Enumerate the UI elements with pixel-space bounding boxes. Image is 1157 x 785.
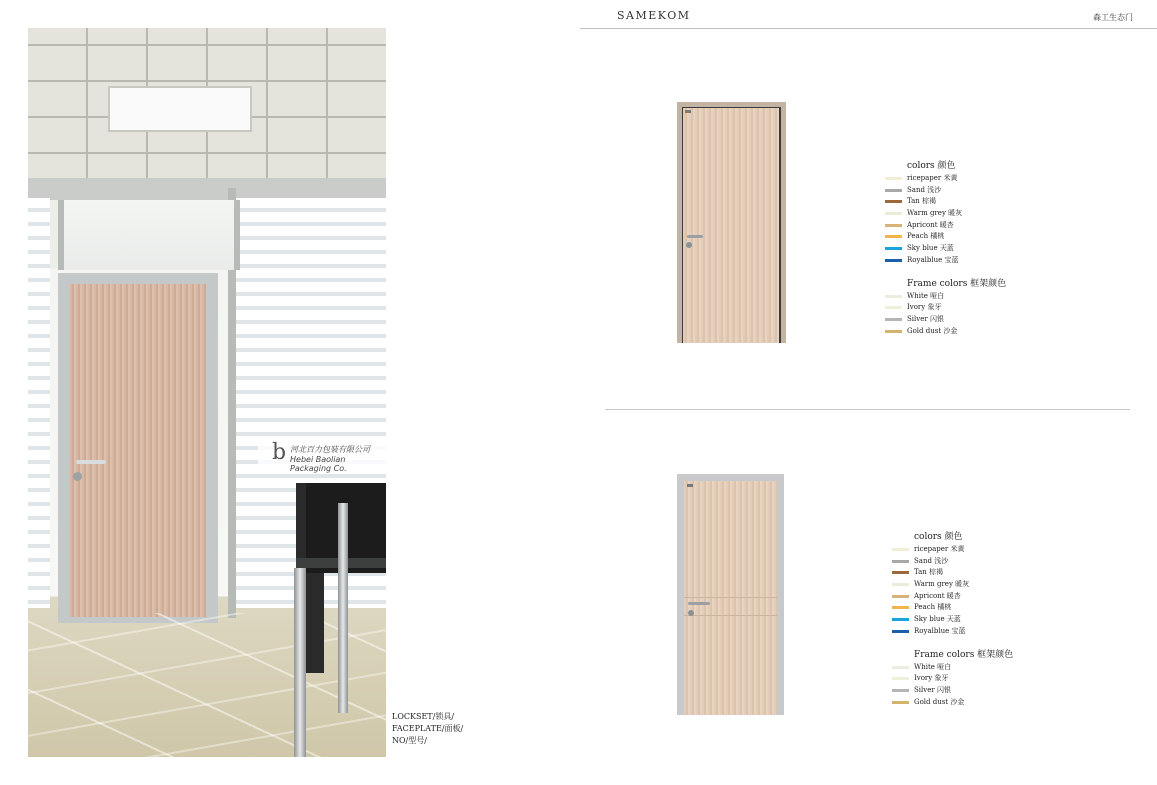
color-label: Gold dust 沙金	[914, 697, 965, 706]
color-legend-1	[907, 159, 1006, 337]
color-label: ricepaper 米黄	[907, 174, 958, 182]
color-swatch	[885, 235, 902, 238]
color-swatch	[892, 548, 909, 551]
color-label: Sand 浅沙	[914, 556, 949, 565]
color-swatch	[892, 618, 909, 621]
color-label: Apricont 暖杏	[907, 220, 954, 229]
color-swatch	[885, 318, 902, 321]
door-panel	[684, 481, 777, 715]
frame-colors-title: Frame colors 框架颜色	[907, 278, 1007, 289]
room-photo	[28, 28, 386, 757]
color-label: Peach 橘桃	[907, 232, 945, 241]
color-label: White 哑白	[907, 291, 945, 300]
color-item	[914, 673, 1013, 685]
color-label: Ivory 象牙	[914, 674, 949, 683]
door-panel	[683, 108, 779, 343]
door-hinge-mark	[687, 484, 693, 487]
product-door-1	[677, 102, 786, 343]
color-item	[914, 556, 1013, 568]
color-item	[914, 662, 1013, 674]
color-swatch	[892, 571, 909, 574]
spec-lockset: LOCKSET/锁具/	[392, 712, 455, 721]
door-handle	[687, 235, 703, 238]
color-swatch	[892, 560, 909, 563]
color-item	[914, 685, 1013, 697]
table-leg	[338, 503, 348, 713]
product-door-2	[677, 474, 784, 715]
color-item	[914, 602, 1013, 614]
color-swatch	[892, 595, 909, 598]
door-groove	[684, 597, 777, 598]
color-item	[914, 697, 1013, 709]
door-groove	[684, 615, 777, 616]
wall-frame	[28, 178, 386, 200]
door-handle	[688, 602, 710, 605]
table-leg	[294, 568, 306, 757]
spec-faceplate: FACEPLATE/面板/	[392, 724, 464, 733]
floor-tiles	[28, 613, 386, 757]
color-item	[914, 567, 1013, 579]
color-label: Warm grey 暖灰	[914, 580, 970, 589]
color-item	[907, 314, 1006, 326]
color-swatch	[885, 177, 902, 180]
color-swatch	[892, 666, 909, 669]
ceiling-light	[108, 86, 252, 132]
company-logo: b	[272, 440, 287, 465]
brand-name: SAMEKOM	[617, 9, 691, 22]
frame-colors-title: Frame colors 框架颜色	[914, 649, 1014, 660]
color-list	[914, 544, 1013, 638]
colors-title: colors 颜色	[914, 532, 963, 542]
color-item	[907, 173, 1006, 185]
glass-partition-left	[28, 198, 50, 608]
door-lock	[686, 242, 692, 248]
color-item	[907, 185, 1006, 197]
color-label: Silver 闪银	[914, 685, 951, 694]
color-swatch	[885, 200, 902, 203]
header-divider	[580, 28, 1157, 29]
color-label: Tan 棕褐	[907, 197, 937, 206]
color-label: White 哑白	[914, 662, 952, 671]
color-label: ricepaper 米黄	[914, 545, 965, 553]
color-swatch	[885, 259, 902, 262]
color-label: Warm grey 暖灰	[907, 209, 963, 218]
color-item	[907, 255, 1006, 267]
color-swatch	[885, 212, 902, 215]
color-item	[907, 243, 1006, 255]
color-legend-2	[914, 530, 1013, 708]
color-label: Royalblue 宝蓝	[907, 255, 959, 264]
color-item	[907, 302, 1006, 314]
color-item	[907, 196, 1006, 208]
color-swatch	[885, 330, 902, 333]
color-item	[914, 591, 1013, 603]
color-item	[907, 231, 1006, 243]
color-label: Ivory 象牙	[907, 303, 942, 312]
company-name-cn: 河北百力包装有限公司	[290, 445, 370, 454]
brand-name-cn: 森工生态门	[1093, 13, 1133, 22]
color-item	[907, 208, 1006, 220]
color-item	[907, 326, 1006, 338]
door-hinge-mark	[685, 110, 691, 113]
colors-title: colors 颜色	[907, 161, 956, 171]
company-name	[290, 444, 386, 473]
section-divider	[605, 409, 1130, 410]
door-handle	[76, 460, 106, 464]
color-item	[907, 220, 1006, 232]
color-item	[907, 291, 1006, 303]
color-swatch	[892, 630, 909, 633]
color-label: Sand 浅沙	[907, 185, 942, 194]
color-item	[914, 579, 1013, 591]
color-swatch	[885, 295, 902, 298]
color-swatch	[892, 583, 909, 586]
color-swatch	[892, 677, 909, 680]
color-swatch	[892, 689, 909, 692]
color-swatch	[885, 189, 902, 192]
company-name-en: Hebei Baolian Packaging Co.	[290, 455, 347, 473]
door-lock	[688, 610, 694, 616]
color-swatch	[892, 606, 909, 609]
color-item	[914, 544, 1013, 556]
color-swatch	[885, 224, 902, 227]
door-leaf	[70, 284, 206, 617]
spec-model-no: NO/型号/	[392, 736, 427, 745]
color-label: Silver 闪银	[907, 314, 944, 323]
color-list	[907, 173, 1006, 267]
color-label: Sky blue 天蓝	[907, 244, 954, 253]
color-label: Gold dust 沙金	[907, 326, 958, 335]
frame-color-list	[914, 662, 1013, 709]
color-label: Royalblue 宝蓝	[914, 626, 966, 635]
color-label: Tan 棕褐	[914, 568, 944, 577]
frame-color-list	[907, 291, 1006, 338]
color-label: Sky blue 天蓝	[914, 615, 961, 624]
color-swatch	[892, 701, 909, 704]
transom-window	[58, 200, 240, 270]
door-lock	[73, 472, 82, 481]
color-label: Apricont 暖杏	[914, 591, 961, 600]
color-label: Peach 橘桃	[914, 603, 952, 612]
color-swatch	[885, 247, 902, 250]
color-item	[914, 614, 1013, 626]
color-swatch	[885, 306, 902, 309]
color-item	[914, 626, 1013, 638]
